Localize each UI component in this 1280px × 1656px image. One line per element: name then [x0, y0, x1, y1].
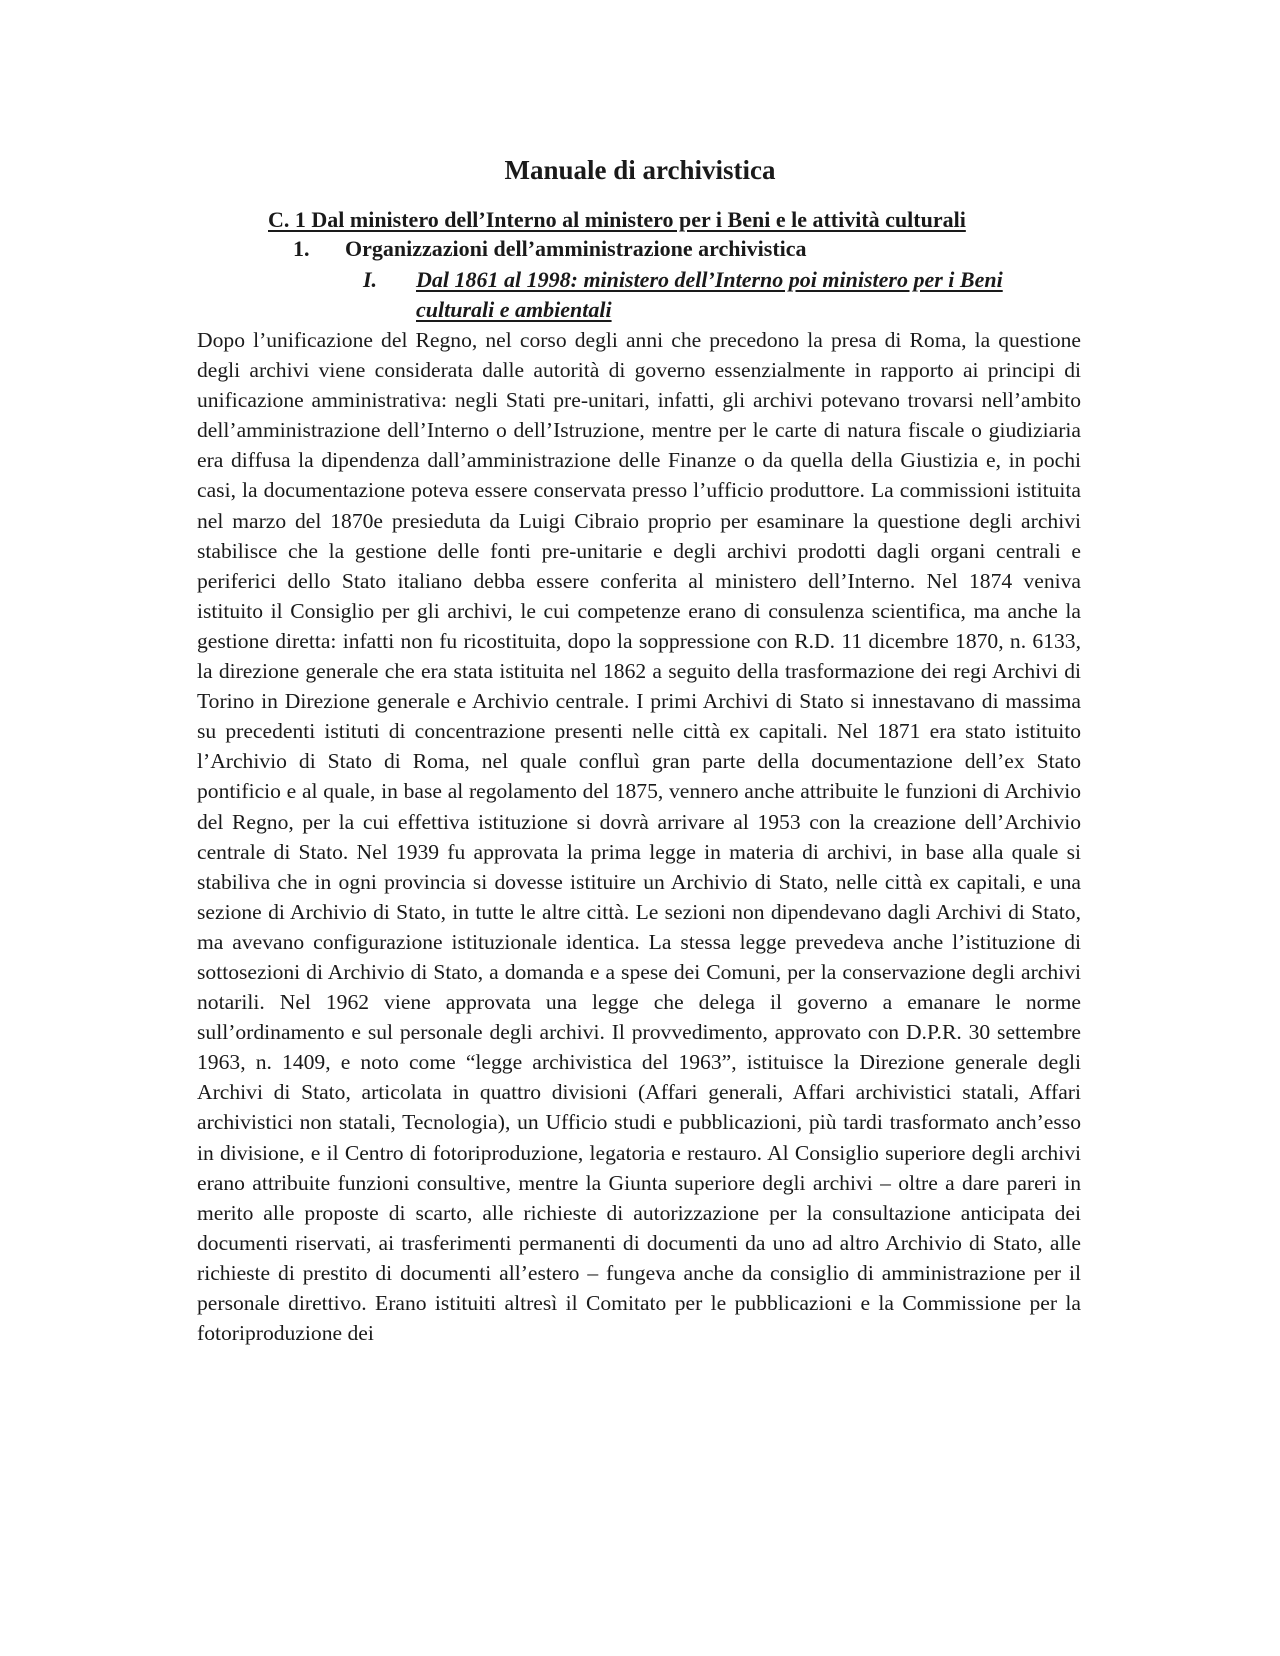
- chapter-heading: C. 1 Dal ministero dell’Interno al ministero per i Beni e le attività culturali: [268, 207, 966, 232]
- page-title: Manuale di archivistica: [504, 155, 776, 185]
- subsection-number: I.: [363, 267, 378, 292]
- subsection-title: Dal 1861 al 1998: ministero dell’Interno poi ministero per i Beni culturali e ambientali: [416, 267, 1003, 322]
- section-heading: [293, 235, 807, 263]
- section-number: 1.: [293, 236, 310, 261]
- section-title: Organizzazioni dell’amministrazione archivistica: [345, 236, 807, 261]
- body-paragraph: Dopo l’unificazione del Regno, nel corso degli anni che precedono la presa di Roma, la questione degli archivi viene considerata dalle autorità di governo essenzialmente in rapporto ai principi di unificazione amministrativa: negli Stati pre-unitari, infatti, gli archivi potevano trovarsi nell’ambito dell’amministrazione dell’Interno o dell’Istruzione, mentre per le carte di natura fiscale o giudiziaria era diffusa la dipendenza dall’amministrazione delle Finanze o da quella della Giustizia e, in pochi casi, la documentazione poteva essere conservata presso l’ufficio produttore. La commissioni istituita nel marzo del 1870e presieduta da Luigi Cibraio proprio per esaminare la questione degli archivi stabilisce che la gestione delle fonti pre-unitarie e degli archivi prodotti dagli organi centrali e periferici dello Stato italiano debba essere conferita al ministero dell’Interno. Nel 1874 veniva istituito il Consiglio per gli archivi, le cui competenze erano di consulenza scientifica, ma anche la gestione diretta: infatti non fu ricostituita, dopo la soppressione con R.D. 11 dicembre 1870, n. 6133, la direzione generale che era stata istituita nel 1862 a seguito della trasformazione dei regi Archivi di Torino in Direzione generale e Archivio centrale. I primi Archivi di Stato si innestavano di massima su precedenti istituti di concentrazione presenti nelle città ex capitali. Nel 1871 era stato istituito l’Archivio di Stato di Roma, nel quale confluì gran parte della documentazione dell’ex Stato pontificio e al quale, in base al regolamento del 1875, vennero anche attribuite le funzioni di Archivio del Regno, per la cui effettiva istituzione si dovrà arrivare al 1953 con la creazione dell’Archivio centrale di Stato. Nel 1939 fu approvata la prima legge in materia di archivi, in base alla quale si stabiliva che in ogni provincia si dovesse istituire un Archivio di Stato, nelle città ex capitali, e una sezione di Archivio di Stato, in tutte le altre città. Le sezioni non dipendevano dagli Archivi di Stato, ma avevano configurazione istituzionale identica. La stessa legge prevedeva anche l’istituzione di sottosezioni di Archivio di Stato, a domanda e a spese dei Comuni, per la conservazione degli archivi notarili. Nel 1962 viene approvata una legge che delega il governo a emanare le norme sull’ordinamento e sul personale degli archivi. Il provvedimento, approvato con D.P.R. 30 settembre 1963, n. 1409, e noto come “legge archivistica del 1963”, istituisce la Direzione generale degli Archivi di Stato, articolata in quattro divisioni (Affari generali, Affari archivistici statali, Affari archivistici non statali, Tecnologia), un Ufficio studi e pubblicazioni, più tardi trasformato anch’esso in divisione, e il Centro di fotoriproduzione, legatoria e restauro. Al Consiglio superiore degli archivi erano attribuite funzioni consultive, mentre la Giunta superiore degli archivi – oltre a dare pareri in merito alle proposte di scarto, alle richieste di autorizzazione per la consultazione anticipata dei documenti riservati, ai trasferimenti permanenti di documenti da uno ad altro Archivio di Stato, alle richieste di prestito di documenti all’estero – fungeva anche da consiglio di amministrazione per il personale direttivo. Erano istituiti altresì il Comitato per le pubblicazioni e la Commissione per la fotoriproduzione dei: [197, 328, 1081, 1346]
